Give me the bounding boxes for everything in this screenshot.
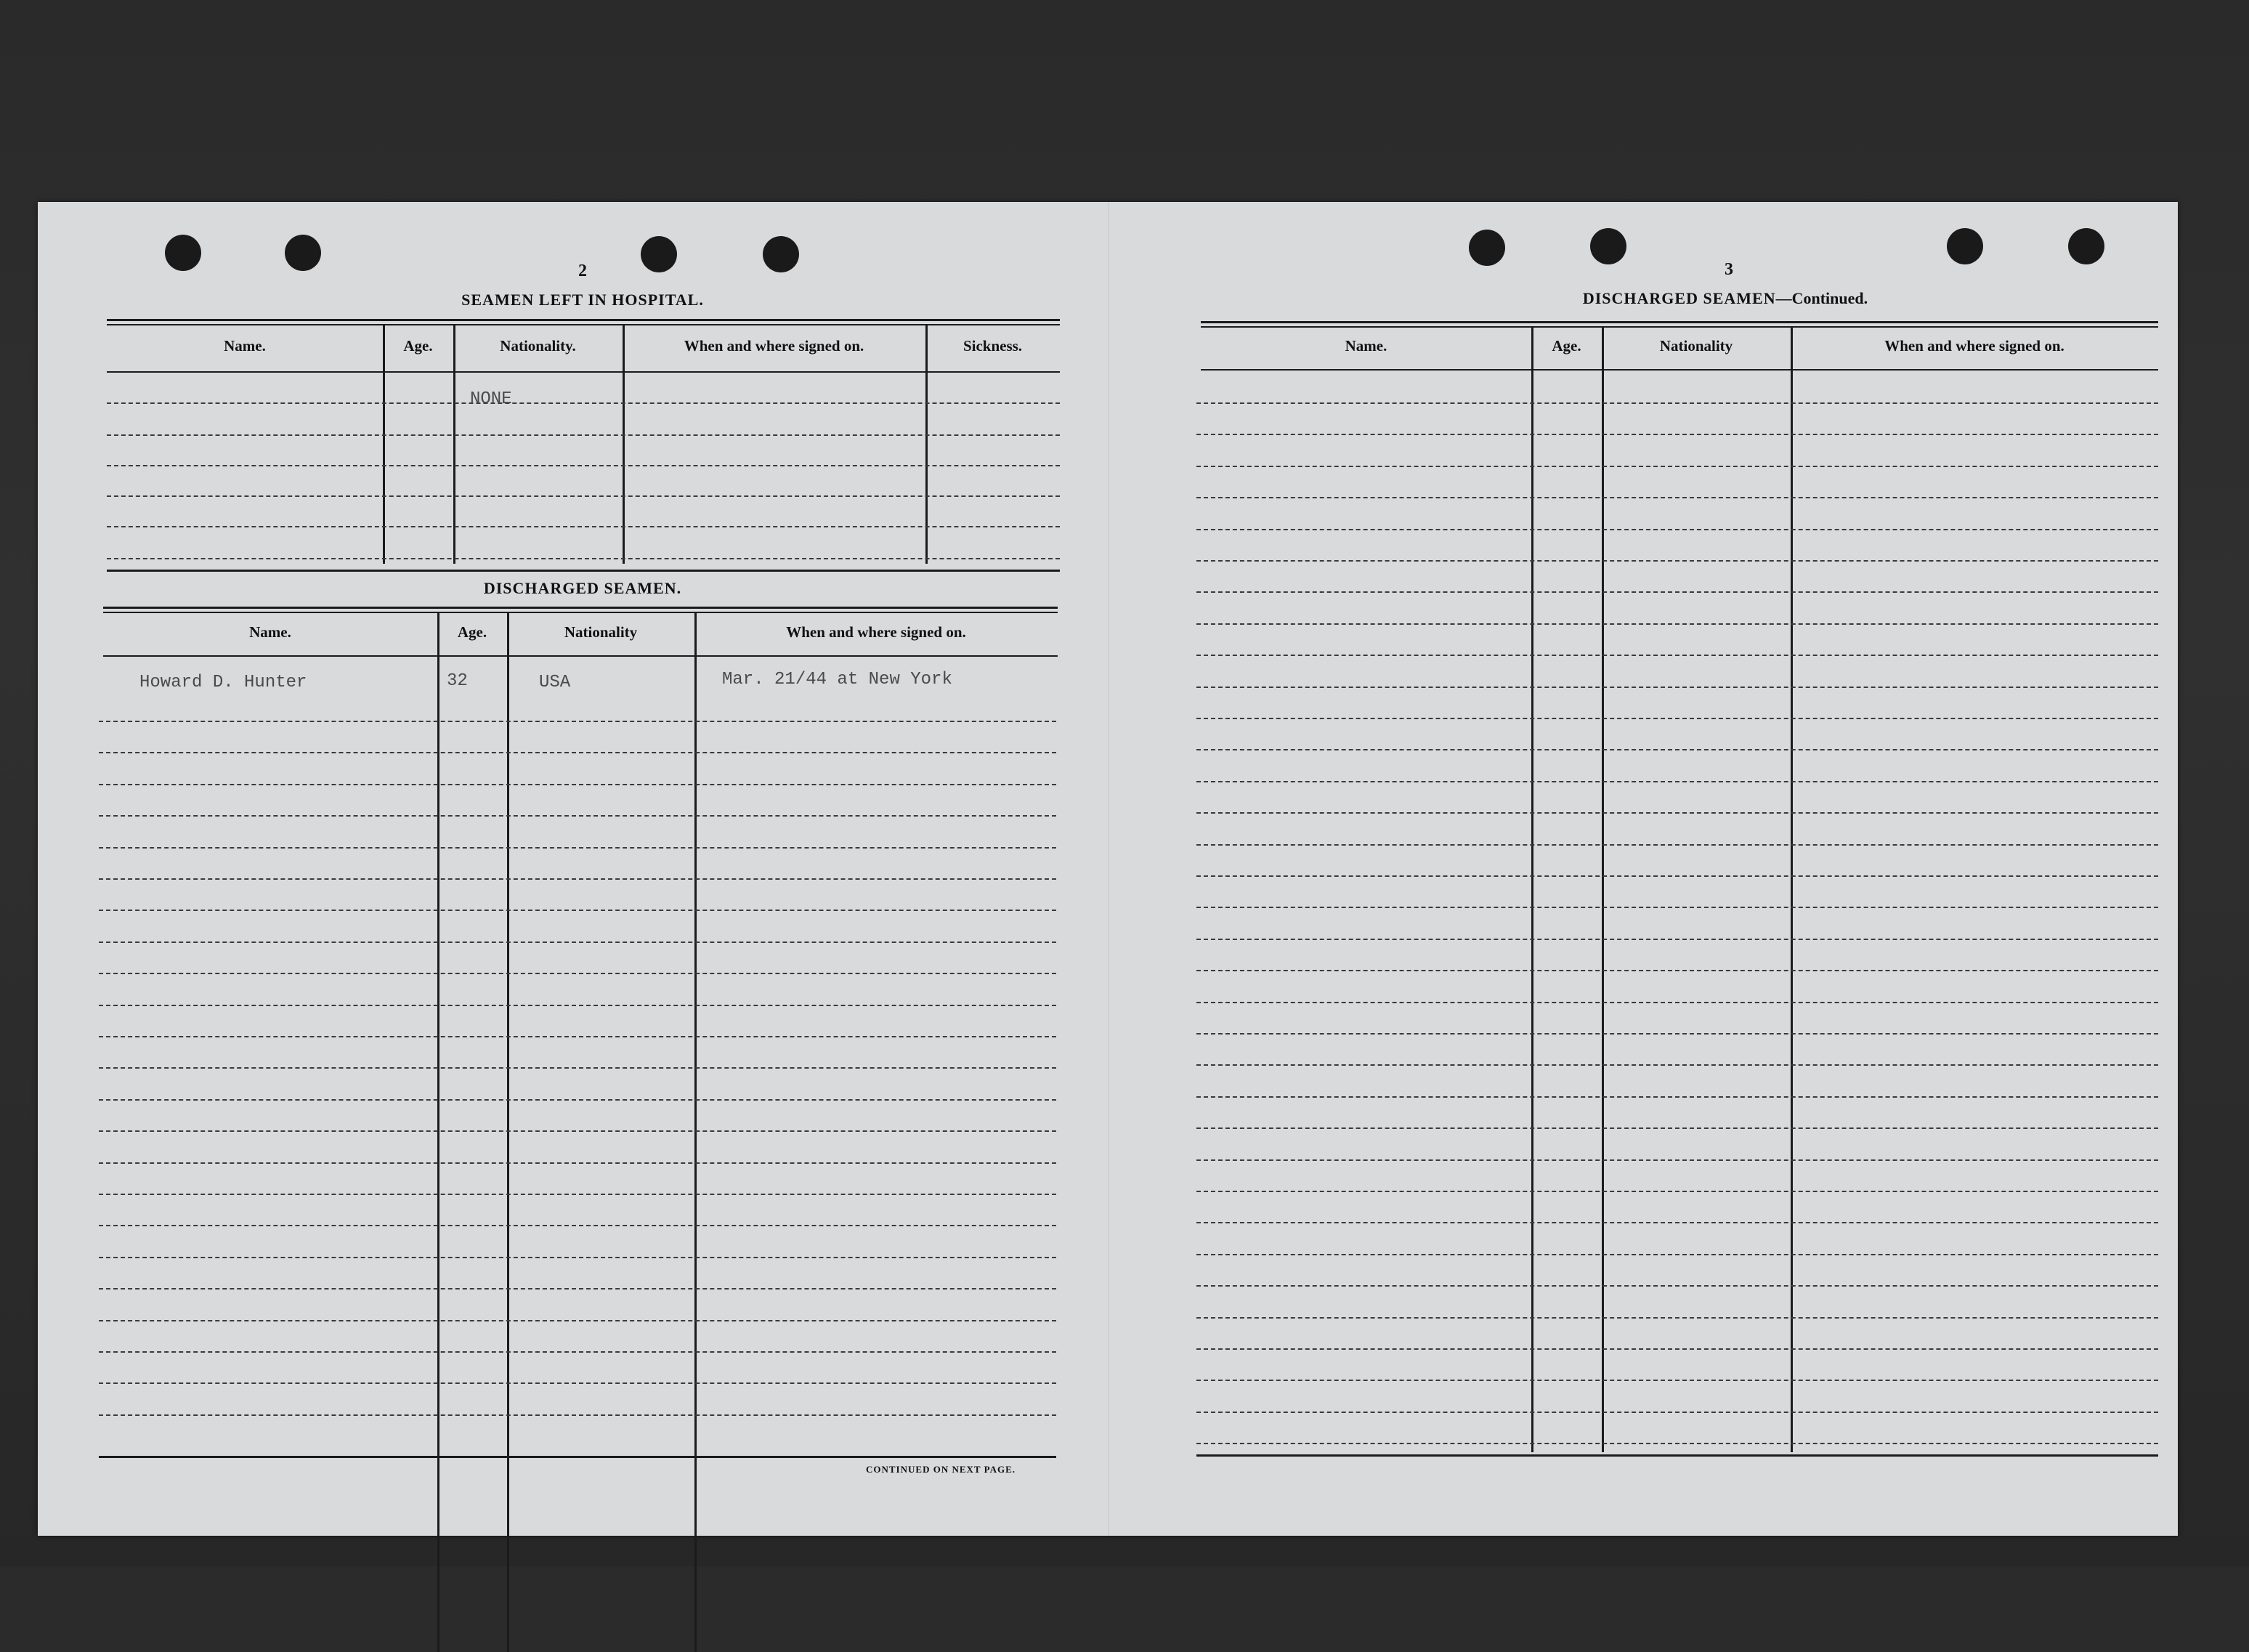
entry-line [1196,1348,2158,1350]
entry-line [99,1382,1056,1384]
entry-line [99,1036,1056,1037]
entry-line [1196,875,2158,877]
entry-line [99,752,1056,753]
entry-line [99,721,1056,722]
entry-line [99,1194,1056,1195]
entry-line [1196,907,2158,908]
table-top-rule [107,319,1060,321]
entry-line [1196,1159,2158,1161]
table-bottom-rule [99,1456,1056,1458]
entry-line [1196,402,2158,404]
entry-line [1196,1096,2158,1098]
entry-line [1196,781,2158,782]
entry-line [107,465,1060,466]
header-underline [1201,369,2158,371]
entry-line [1196,591,2158,593]
entry-line [99,1351,1056,1353]
entry-line [1196,1033,2158,1034]
column-divider [925,325,928,564]
entry-line [1196,1254,2158,1255]
entry-line [107,526,1060,527]
table-top-rule [1201,326,2158,328]
section-divider [107,570,1060,572]
column-header-signed-on: When and where signed on. [1884,337,2064,355]
entry-line [1196,749,2158,750]
header-underline [107,371,1060,373]
column-header-nationality: Nationality. [500,337,576,355]
entry-line [1196,687,2158,688]
discharged-name-cell: Howard D. Hunter [139,673,307,692]
entry-line [1196,1127,2158,1129]
discharged-section-title: DISCHARGED SEAMEN. [483,579,682,597]
column-header-signed-on: When and where signed on. [684,337,864,355]
column-divider [437,613,439,1652]
page-number: 3 [1725,260,1733,279]
column-header-name: Name. [249,623,291,641]
entry-line [99,1005,1056,1006]
entry-line [99,878,1056,880]
entry-line [99,942,1056,943]
entry-line [1196,560,2158,562]
entry-line [99,910,1056,911]
column-divider [694,613,697,1652]
title-continued: —Continued. [1775,289,1868,307]
title-main: DISCHARGED SEAMEN [1582,289,1776,307]
table-top-rule [103,612,1058,613]
continued-note: CONTINUED ON NEXT PAGE. [866,1464,1016,1475]
hospital-entry-none: NONE [470,389,512,409]
column-header-age: Age. [457,623,487,641]
entry-line [1196,434,2158,435]
column-header-nationality: Nationality [1659,337,1733,355]
entry-line [99,1288,1056,1289]
discharged-age-cell: 32 [447,671,468,691]
entry-line [99,784,1056,785]
column-divider [623,325,625,564]
entry-line [99,1414,1056,1416]
table-top-rule [107,324,1060,325]
entry-line [1196,1064,2158,1066]
entry-line [1196,1002,2158,1003]
discharged-continued-title [1471,289,1979,308]
entry-line [99,815,1056,817]
entry-line [1196,844,2158,846]
column-header-nationality: Nationality [564,623,638,641]
entry-line [1196,718,2158,719]
entry-line [1196,529,2158,530]
entry-line [99,1225,1056,1226]
entry-line [99,847,1056,849]
header-underline [103,655,1058,657]
entry-line [1196,497,2158,498]
column-header-name: Name. [224,337,266,355]
entry-line [107,434,1060,436]
right-page [1108,202,2178,1536]
entry-line [1196,466,2158,467]
column-header-name: Name. [1345,337,1387,355]
entry-line [1196,1443,2158,1444]
ledger-sheet [38,202,2178,1536]
entry-line [107,495,1060,497]
page-number: 2 [578,262,587,280]
column-header-age: Age. [1552,337,1581,355]
entry-line [99,1099,1056,1101]
entry-line [107,402,1060,404]
entry-line [1196,1317,2158,1319]
entry-line [1196,1412,2158,1413]
hospital-section-title: SEAMEN LEFT IN HOSPITAL. [461,291,704,309]
table-top-rule [1201,321,2158,323]
column-divider [453,325,455,564]
entry-line [99,1130,1056,1132]
column-header-sickness: Sickness. [963,337,1023,355]
entry-line [99,973,1056,974]
entry-line [1196,655,2158,656]
left-page [38,202,1108,1536]
entry-line [1196,812,2158,814]
column-header-age: Age. [403,337,433,355]
table-top-rule [103,607,1058,609]
column-divider [383,325,385,564]
entry-line [1196,1191,2158,1192]
column-divider [507,613,509,1652]
entry-line [1196,1222,2158,1223]
table-bottom-rule [1196,1454,2158,1457]
column-header-signed-on: When and where signed on. [786,623,966,641]
entry-line [99,1162,1056,1164]
entry-line [1196,1380,2158,1381]
discharged-nationality-cell: USA [539,673,571,692]
entry-line [1196,1285,2158,1287]
entry-line [99,1257,1056,1258]
discharged-signed-on-cell: Mar. 21/44 at New York [722,670,952,689]
entry-line [1196,970,2158,971]
entry-line [1196,939,2158,940]
entry-line [99,1320,1056,1321]
entry-line [1196,623,2158,625]
entry-line [99,1067,1056,1069]
entry-line [107,558,1060,559]
